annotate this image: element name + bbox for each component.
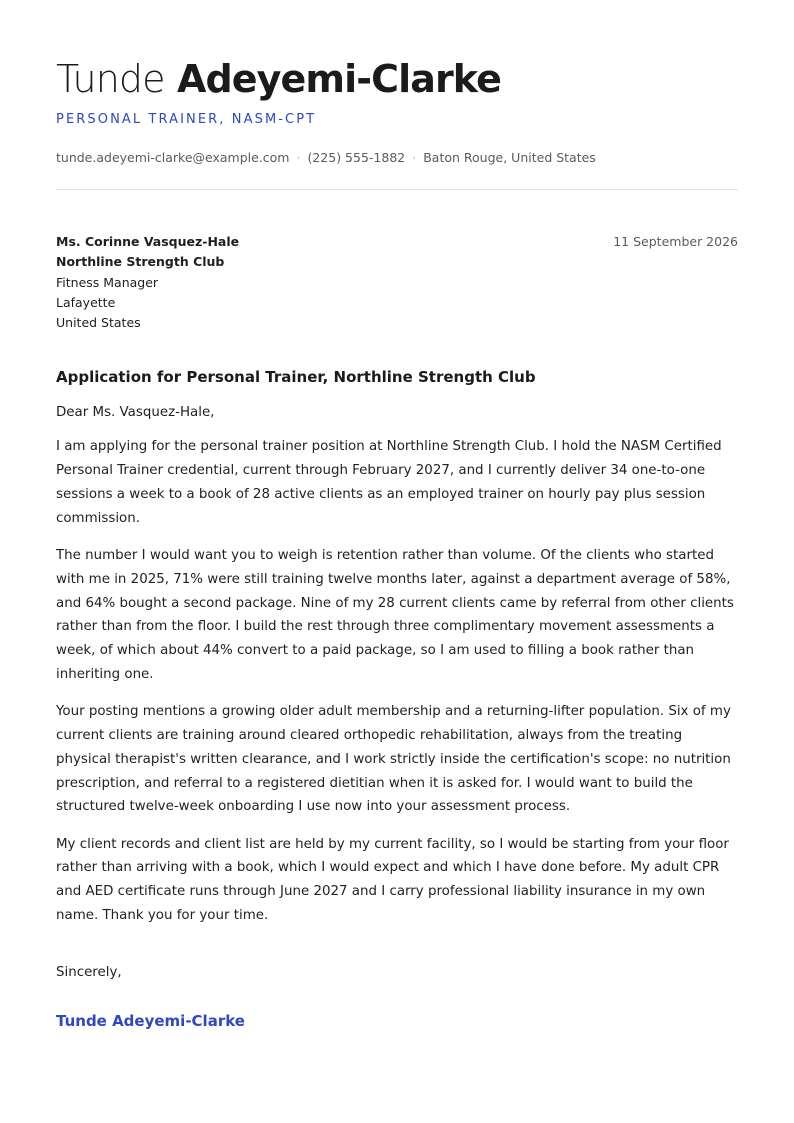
letter-signature: Tunde Adeyemi-Clarke: [56, 1011, 245, 1030]
contact-separator: ·: [412, 150, 417, 165]
body-paragraph: Your posting mentions a growing older adult membership and a returning-lifter population. Six of my current clients are training around cleared orthopedic rehabilitation, always from the treating physical therapist's written clearance, and I work strictly inside the certification's scope: no nutrition prescription, and referral to a registered dietitian when it is asked for. I would want to build the structured twelve-week onboarding I use now into your assessment process.: [56, 704, 731, 815]
contact-separator: ·: [296, 150, 301, 165]
letter-greeting: Dear Ms. Vasquez-Hale,: [56, 405, 215, 421]
recipient-block: [56, 232, 738, 333]
body-paragraph: The number I would want you to weigh is retention rather than volume. Of the clients who started with me in 2025, 71% were still training twelve months later, against a department average of 58%, and 64% bought a second package. Nine of my 28 current clients came by referral from other clients rather than from the floor. I build the rest through three complimentary movement assessments a week, of which about 44% convert to a paid package, so I am used to filling a book rather than inheriting one.: [56, 548, 734, 683]
letter-header: [56, 56, 738, 190]
recipient-city: Lafayette: [56, 294, 116, 310]
body-paragraph: I am applying for the personal trainer position at Northline Strength Club. I hold the NASM Certified Personal Trainer credential, current through February 2027, and I currently deliver 34 one-to-one sessions a week to a book of 28 active clients as an employed trainer on hourly pay plus session commission.: [56, 439, 722, 526]
contact-line: [56, 150, 738, 166]
sender-title: PERSONAL TRAINER, NASM-CPT: [56, 112, 317, 127]
contact-location: Baton Rouge, United States: [423, 150, 596, 165]
recipient-name: Ms. Corinne Vasquez-Hale: [56, 234, 240, 249]
letter-subject: Application for Personal Trainer, Northline Strength Club: [56, 368, 536, 387]
sender-last-name: Adeyemi-Clarke: [176, 57, 502, 101]
recipient-company: Northline Strength Club: [56, 254, 225, 270]
contact-phone: (225) 555-1882: [307, 150, 406, 165]
contact-email: tunde.adeyemi-clarke@example.com: [56, 150, 290, 165]
recipient-position: Fitness Manager: [56, 274, 159, 290]
header-divider: [56, 189, 738, 190]
sender-name: [56, 56, 738, 102]
letter-closing: Sincerely,: [56, 964, 122, 980]
body-paragraph: My client records and client list are held by my current facility, so I would be starting from your floor rather than arriving with a book, which I would expect and which I have done before. My adult CPR and AED certificate runs through June 2027 and I carry professional liability insurance in my own name. Thank you for your time.: [56, 836, 729, 923]
letter-date: 11 September 2026: [613, 234, 738, 249]
sender-first-name: Tunde: [56, 57, 165, 101]
recipient-country: United States: [56, 315, 141, 331]
